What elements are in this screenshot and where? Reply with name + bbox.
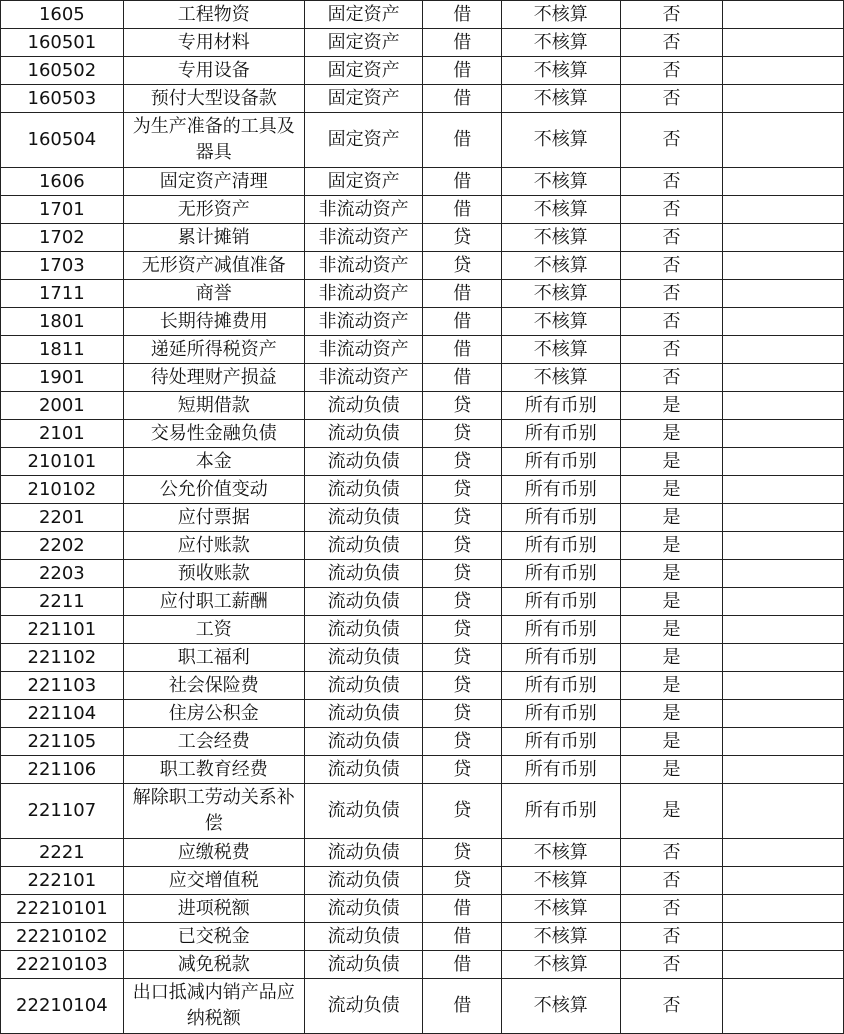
currency-accounting-cell: 所有币别 — [501, 700, 620, 728]
table-row — [1, 979, 844, 1034]
account-name-cell: 本金 — [123, 448, 304, 476]
currency-accounting-cell: 不核算 — [501, 336, 620, 364]
account-code-cell: 1901 — [1, 364, 124, 392]
account-name-cell: 专用材料 — [123, 29, 304, 57]
table-row — [1, 588, 844, 616]
account-category-cell: 流动负债 — [304, 979, 423, 1034]
account-code-cell: 210101 — [1, 448, 124, 476]
period-end-adjust-cell: 否 — [620, 895, 723, 923]
table-row — [1, 57, 844, 85]
account-category-cell: 流动负债 — [304, 644, 423, 672]
account-name-cell: 工资 — [123, 616, 304, 644]
currency-accounting-cell: 所有币别 — [501, 756, 620, 784]
account-code-cell: 1606 — [1, 168, 124, 196]
account-name-cell: 解除职工劳动关系补偿 — [123, 784, 304, 839]
balance-direction-cell: 借 — [423, 308, 501, 336]
account-category-cell: 固定资产 — [304, 1, 423, 29]
account-category-cell: 流动负债 — [304, 895, 423, 923]
balance-direction-cell: 借 — [423, 923, 501, 951]
balance-direction-cell: 贷 — [423, 700, 501, 728]
extra-cell — [723, 979, 844, 1034]
account-name-cell: 预收账款 — [123, 560, 304, 588]
account-code-cell: 221103 — [1, 672, 124, 700]
extra-cell — [723, 700, 844, 728]
account-code-cell: 2001 — [1, 392, 124, 420]
period-end-adjust-cell: 否 — [620, 29, 723, 57]
account-code-cell: 1605 — [1, 1, 124, 29]
table-row — [1, 224, 844, 252]
account-name-cell: 应交增值税 — [123, 867, 304, 895]
account-name-cell: 固定资产清理 — [123, 168, 304, 196]
account-name-cell: 为生产准备的工具及器具 — [123, 113, 304, 168]
account-category-cell: 流动负债 — [304, 420, 423, 448]
period-end-adjust-cell: 是 — [620, 392, 723, 420]
balance-direction-cell: 借 — [423, 364, 501, 392]
account-code-cell: 221107 — [1, 784, 124, 839]
period-end-adjust-cell: 否 — [620, 196, 723, 224]
currency-accounting-cell: 所有币别 — [501, 784, 620, 839]
extra-cell — [723, 85, 844, 113]
table-row — [1, 1, 844, 29]
balance-direction-cell: 借 — [423, 113, 501, 168]
balance-direction-cell: 贷 — [423, 420, 501, 448]
account-code-cell: 160501 — [1, 29, 124, 57]
balance-direction-cell: 贷 — [423, 504, 501, 532]
currency-accounting-cell: 不核算 — [501, 839, 620, 867]
account-code-cell: 2201 — [1, 504, 124, 532]
balance-direction-cell: 贷 — [423, 448, 501, 476]
currency-accounting-cell: 所有币别 — [501, 672, 620, 700]
account-code-cell: 1701 — [1, 196, 124, 224]
account-category-cell: 流动负债 — [304, 867, 423, 895]
account-category-cell: 固定资产 — [304, 57, 423, 85]
table-row — [1, 532, 844, 560]
account-code-cell: 160503 — [1, 85, 124, 113]
table-row — [1, 392, 844, 420]
account-category-cell: 流动负债 — [304, 504, 423, 532]
extra-cell — [723, 196, 844, 224]
currency-accounting-cell: 不核算 — [501, 57, 620, 85]
extra-cell — [723, 560, 844, 588]
extra-cell — [723, 224, 844, 252]
table-row — [1, 951, 844, 979]
extra-cell — [723, 728, 844, 756]
currency-accounting-cell: 不核算 — [501, 252, 620, 280]
account-category-cell: 非流动资产 — [304, 252, 423, 280]
balance-direction-cell: 贷 — [423, 476, 501, 504]
balance-direction-cell: 借 — [423, 895, 501, 923]
period-end-adjust-cell: 否 — [620, 1, 723, 29]
period-end-adjust-cell: 是 — [620, 700, 723, 728]
period-end-adjust-cell: 是 — [620, 784, 723, 839]
account-name-cell: 工程物资 — [123, 1, 304, 29]
account-name-cell: 累计摊销 — [123, 224, 304, 252]
account-code-cell: 210102 — [1, 476, 124, 504]
extra-cell — [723, 504, 844, 532]
period-end-adjust-cell: 是 — [620, 420, 723, 448]
account-category-cell: 固定资产 — [304, 168, 423, 196]
account-code-cell: 221101 — [1, 616, 124, 644]
account-code-cell: 2211 — [1, 588, 124, 616]
extra-cell — [723, 1, 844, 29]
extra-cell — [723, 392, 844, 420]
account-category-cell: 流动负债 — [304, 784, 423, 839]
account-category-cell: 流动负债 — [304, 839, 423, 867]
account-name-cell: 应付账款 — [123, 532, 304, 560]
extra-cell — [723, 616, 844, 644]
currency-accounting-cell: 不核算 — [501, 979, 620, 1034]
account-name-cell: 无形资产减值准备 — [123, 252, 304, 280]
extra-cell — [723, 588, 844, 616]
account-code-cell: 2202 — [1, 532, 124, 560]
currency-accounting-cell: 不核算 — [501, 224, 620, 252]
currency-accounting-cell: 所有币别 — [501, 476, 620, 504]
account-code-cell: 160502 — [1, 57, 124, 85]
account-category-cell: 流动负债 — [304, 532, 423, 560]
period-end-adjust-cell: 否 — [620, 336, 723, 364]
balance-direction-cell: 贷 — [423, 644, 501, 672]
currency-accounting-cell: 不核算 — [501, 867, 620, 895]
extra-cell — [723, 784, 844, 839]
account-name-cell: 公允价值变动 — [123, 476, 304, 504]
account-category-cell: 流动负债 — [304, 700, 423, 728]
account-code-cell: 221106 — [1, 756, 124, 784]
account-category-cell: 流动负债 — [304, 756, 423, 784]
extra-cell — [723, 951, 844, 979]
period-end-adjust-cell: 否 — [620, 168, 723, 196]
extra-cell — [723, 448, 844, 476]
account-category-cell: 固定资产 — [304, 113, 423, 168]
period-end-adjust-cell: 是 — [620, 644, 723, 672]
account-category-cell: 非流动资产 — [304, 196, 423, 224]
period-end-adjust-cell: 否 — [620, 308, 723, 336]
account-name-cell: 预付大型设备款 — [123, 85, 304, 113]
account-code-cell: 1703 — [1, 252, 124, 280]
balance-direction-cell: 贷 — [423, 588, 501, 616]
table-row — [1, 728, 844, 756]
account-category-cell: 流动负债 — [304, 951, 423, 979]
balance-direction-cell: 贷 — [423, 756, 501, 784]
period-end-adjust-cell: 否 — [620, 252, 723, 280]
extra-cell — [723, 756, 844, 784]
account-name-cell: 待处理财产损益 — [123, 364, 304, 392]
currency-accounting-cell: 不核算 — [501, 364, 620, 392]
table-row — [1, 756, 844, 784]
extra-cell — [723, 113, 844, 168]
account-name-cell: 无形资产 — [123, 196, 304, 224]
account-code-cell: 1702 — [1, 224, 124, 252]
table-row — [1, 700, 844, 728]
currency-accounting-cell: 所有币别 — [501, 644, 620, 672]
balance-direction-cell: 贷 — [423, 252, 501, 280]
balance-direction-cell: 借 — [423, 196, 501, 224]
table-row — [1, 252, 844, 280]
extra-cell — [723, 867, 844, 895]
currency-accounting-cell: 不核算 — [501, 895, 620, 923]
period-end-adjust-cell: 否 — [620, 979, 723, 1034]
account-name-cell: 已交税金 — [123, 923, 304, 951]
account-category-cell: 流动负债 — [304, 476, 423, 504]
account-category-cell: 流动负债 — [304, 448, 423, 476]
account-name-cell: 住房公积金 — [123, 700, 304, 728]
currency-accounting-cell: 所有币别 — [501, 420, 620, 448]
balance-direction-cell: 贷 — [423, 560, 501, 588]
account-category-cell: 流动负债 — [304, 616, 423, 644]
period-end-adjust-cell: 是 — [620, 476, 723, 504]
account-code-cell: 221102 — [1, 644, 124, 672]
currency-accounting-cell: 所有币别 — [501, 392, 620, 420]
account-name-cell: 专用设备 — [123, 57, 304, 85]
balance-direction-cell: 贷 — [423, 532, 501, 560]
balance-direction-cell: 借 — [423, 979, 501, 1034]
extra-cell — [723, 672, 844, 700]
balance-direction-cell: 借 — [423, 57, 501, 85]
table-row — [1, 29, 844, 57]
extra-cell — [723, 280, 844, 308]
period-end-adjust-cell: 否 — [620, 867, 723, 895]
table-row — [1, 448, 844, 476]
currency-accounting-cell: 不核算 — [501, 168, 620, 196]
account-name-cell: 应付票据 — [123, 504, 304, 532]
account-code-cell: 1711 — [1, 280, 124, 308]
account-category-cell: 流动负债 — [304, 672, 423, 700]
extra-cell — [723, 252, 844, 280]
account-name-cell: 商誉 — [123, 280, 304, 308]
table-row — [1, 895, 844, 923]
account-category-cell: 流动负债 — [304, 392, 423, 420]
table-row — [1, 336, 844, 364]
extra-cell — [723, 420, 844, 448]
account-name-cell: 短期借款 — [123, 392, 304, 420]
extra-cell — [723, 308, 844, 336]
currency-accounting-cell: 不核算 — [501, 113, 620, 168]
account-table-body — [1, 1, 844, 1034]
account-category-cell: 固定资产 — [304, 29, 423, 57]
balance-direction-cell: 贷 — [423, 839, 501, 867]
account-code-cell: 22210103 — [1, 951, 124, 979]
period-end-adjust-cell: 是 — [620, 672, 723, 700]
table-row — [1, 504, 844, 532]
table-row — [1, 113, 844, 168]
period-end-adjust-cell: 否 — [620, 280, 723, 308]
balance-direction-cell: 借 — [423, 29, 501, 57]
balance-direction-cell: 贷 — [423, 784, 501, 839]
currency-accounting-cell: 所有币别 — [501, 728, 620, 756]
account-code-cell: 222101 — [1, 867, 124, 895]
table-row — [1, 616, 844, 644]
period-end-adjust-cell: 是 — [620, 616, 723, 644]
table-row — [1, 308, 844, 336]
account-name-cell: 社会保险费 — [123, 672, 304, 700]
currency-accounting-cell: 不核算 — [501, 1, 620, 29]
balance-direction-cell: 借 — [423, 336, 501, 364]
account-category-cell: 非流动资产 — [304, 280, 423, 308]
balance-direction-cell: 借 — [423, 951, 501, 979]
table-row — [1, 784, 844, 839]
currency-accounting-cell: 不核算 — [501, 923, 620, 951]
account-code-cell: 2101 — [1, 420, 124, 448]
extra-cell — [723, 839, 844, 867]
currency-accounting-cell: 所有币别 — [501, 532, 620, 560]
account-code-cell: 1811 — [1, 336, 124, 364]
account-category-cell: 流动负债 — [304, 923, 423, 951]
account-name-cell: 应付职工薪酬 — [123, 588, 304, 616]
table-row — [1, 85, 844, 113]
period-end-adjust-cell: 是 — [620, 728, 723, 756]
period-end-adjust-cell: 否 — [620, 113, 723, 168]
currency-accounting-cell: 不核算 — [501, 280, 620, 308]
currency-accounting-cell: 所有币别 — [501, 588, 620, 616]
currency-accounting-cell: 不核算 — [501, 29, 620, 57]
currency-accounting-cell: 所有币别 — [501, 448, 620, 476]
extra-cell — [723, 644, 844, 672]
account-category-cell: 流动负债 — [304, 728, 423, 756]
account-code-cell: 22210101 — [1, 895, 124, 923]
table-row — [1, 923, 844, 951]
table-row — [1, 644, 844, 672]
account-name-cell: 出口抵减内销产品应纳税额 — [123, 979, 304, 1034]
account-name-cell: 职工福利 — [123, 644, 304, 672]
balance-direction-cell: 贷 — [423, 867, 501, 895]
extra-cell — [723, 532, 844, 560]
currency-accounting-cell: 不核算 — [501, 308, 620, 336]
account-category-cell: 流动负债 — [304, 588, 423, 616]
period-end-adjust-cell: 否 — [620, 923, 723, 951]
account-name-cell: 工会经费 — [123, 728, 304, 756]
currency-accounting-cell: 不核算 — [501, 196, 620, 224]
account-code-cell: 160504 — [1, 113, 124, 168]
account-category-cell: 非流动资产 — [304, 308, 423, 336]
account-code-cell: 2203 — [1, 560, 124, 588]
account-category-cell: 非流动资产 — [304, 364, 423, 392]
period-end-adjust-cell: 是 — [620, 588, 723, 616]
table-row — [1, 672, 844, 700]
extra-cell — [723, 364, 844, 392]
account-category-cell: 流动负债 — [304, 560, 423, 588]
account-name-cell: 职工教育经费 — [123, 756, 304, 784]
period-end-adjust-cell: 否 — [620, 224, 723, 252]
extra-cell — [723, 29, 844, 57]
account-code-cell: 221105 — [1, 728, 124, 756]
balance-direction-cell: 贷 — [423, 616, 501, 644]
account-code-cell: 221104 — [1, 700, 124, 728]
period-end-adjust-cell: 是 — [620, 756, 723, 784]
account-name-cell: 进项税额 — [123, 895, 304, 923]
account-category-cell: 固定资产 — [304, 85, 423, 113]
currency-accounting-cell: 不核算 — [501, 85, 620, 113]
balance-direction-cell: 借 — [423, 280, 501, 308]
period-end-adjust-cell: 否 — [620, 57, 723, 85]
table-row — [1, 839, 844, 867]
extra-cell — [723, 336, 844, 364]
period-end-adjust-cell: 否 — [620, 839, 723, 867]
account-code-cell: 2221 — [1, 839, 124, 867]
period-end-adjust-cell: 是 — [620, 504, 723, 532]
extra-cell — [723, 923, 844, 951]
balance-direction-cell: 借 — [423, 85, 501, 113]
table-row — [1, 560, 844, 588]
account-name-cell: 应缴税费 — [123, 839, 304, 867]
account-code-cell: 1801 — [1, 308, 124, 336]
extra-cell — [723, 57, 844, 85]
extra-cell — [723, 168, 844, 196]
currency-accounting-cell: 所有币别 — [501, 504, 620, 532]
balance-direction-cell: 贷 — [423, 392, 501, 420]
period-end-adjust-cell: 是 — [620, 448, 723, 476]
account-category-cell: 非流动资产 — [304, 336, 423, 364]
account-name-cell: 交易性金融负债 — [123, 420, 304, 448]
table-row — [1, 364, 844, 392]
table-row — [1, 280, 844, 308]
balance-direction-cell: 借 — [423, 1, 501, 29]
account-code-cell: 22210104 — [1, 979, 124, 1034]
balance-direction-cell: 借 — [423, 168, 501, 196]
table-row — [1, 196, 844, 224]
period-end-adjust-cell: 是 — [620, 532, 723, 560]
account-name-cell: 长期待摊费用 — [123, 308, 304, 336]
extra-cell — [723, 895, 844, 923]
account-category-cell: 非流动资产 — [304, 224, 423, 252]
period-end-adjust-cell: 否 — [620, 364, 723, 392]
balance-direction-cell: 贷 — [423, 224, 501, 252]
extra-cell — [723, 476, 844, 504]
currency-accounting-cell: 所有币别 — [501, 560, 620, 588]
currency-accounting-cell: 所有币别 — [501, 616, 620, 644]
balance-direction-cell: 贷 — [423, 728, 501, 756]
table-row — [1, 420, 844, 448]
account-code-cell: 22210102 — [1, 923, 124, 951]
table-row — [1, 476, 844, 504]
account-name-cell: 减免税款 — [123, 951, 304, 979]
period-end-adjust-cell: 否 — [620, 85, 723, 113]
table-row — [1, 168, 844, 196]
account-name-cell: 递延所得税资产 — [123, 336, 304, 364]
table-row — [1, 867, 844, 895]
period-end-adjust-cell: 否 — [620, 951, 723, 979]
period-end-adjust-cell: 是 — [620, 560, 723, 588]
balance-direction-cell: 贷 — [423, 672, 501, 700]
currency-accounting-cell: 不核算 — [501, 951, 620, 979]
